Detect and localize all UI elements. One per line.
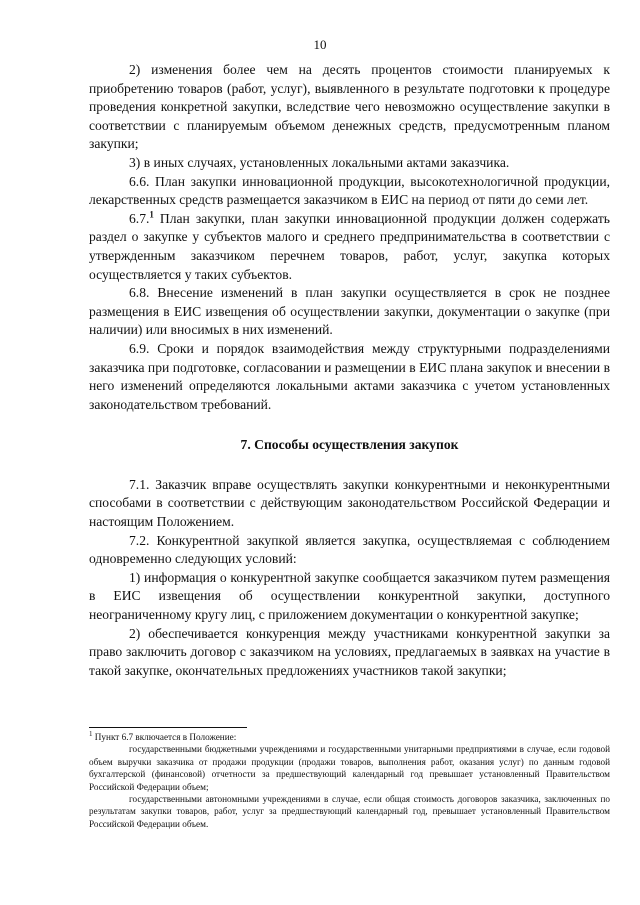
paragraph-7-1: 7.1. Заказчик вправе осуществлять закупки конкурентными и неконкурентными способами в соответствии с действующим законодательством Российской Федерации и настоящим Положением. bbox=[89, 476, 610, 530]
paragraph-6-7-number: 6.7. bbox=[129, 210, 150, 226]
paragraph-7-2-item-2: 2) обеспечивается конкуренция между участниками конкурентной закупки за право заключить договор с заказчиком на условиях, предлагаемых в заявках на участие в такой закупке, окончательных предложениях участников такой закупки; bbox=[89, 625, 610, 678]
paragraph-6-7-text: План закупки, план закупки инновационной продукции должен содержать раздел о закупке у субъектов малого и среднего предпринимательства в соответствии с утвержденным заказчиком перечнем товаров, работ, услуг, закупка которых осуществляется у таких субъектов. bbox=[89, 210, 610, 282]
footnote-divider bbox=[89, 727, 247, 728]
footnote-item: государственными автономными учреждениями в случае, если общая стоимость договоров заказчика, заключенных по результатам закупки товаров, работ, услуг за предшествующий календарный год, превышает установленный Правительством Российской Федерации объем. bbox=[89, 794, 610, 829]
footnote-first-line: Пункт 6.7 включается в Положение: bbox=[92, 732, 237, 742]
section-heading: 7. Способы осуществления закупок bbox=[240, 437, 459, 453]
paragraph-6-6: 6.6. План закупки инновационной продукции, высокотехнологичной продукции, лекарственных средств размещается заказчиком в ЕИС на период от пяти до семи лет. bbox=[89, 173, 610, 208]
footnote-reference-mark: 1 bbox=[149, 209, 154, 220]
document-body bbox=[89, 61, 610, 680]
paragraph-item-3: 3) в иных случаях, установленных локальными актами заказчика. bbox=[129, 154, 510, 170]
page-number: 10 bbox=[313, 37, 327, 52]
paragraph-6-7 bbox=[89, 210, 610, 284]
paragraph-7-2: 7.2. Конкурентной закупкой является закупка, осуществляемая с соблюдением одновременно следующих условий: bbox=[89, 532, 610, 567]
footnote-item: государственными бюджетными учреждениями и государственными унитарными предприятиями в случае, если годовой объем выручки заказчика от продажи продукции (продажи товаров, выполнения работ, оказания услуг) по данным годовой бухгалтерской (финансовой) отчетности за предшествующий календарный год превышает установленный Правительством Российской Федерации объем; bbox=[89, 744, 610, 792]
footnote-mark: 1 bbox=[89, 729, 93, 738]
paragraph-6-8: 6.8. Внесение изменений в план закупки осуществляется в срок не позднее размещения в ЕИС извещения об осуществлении закупки, документации о закупке (при наличии) или вносимых в них изменений. bbox=[89, 285, 610, 338]
paragraph-6-9: 6.9. Сроки и порядок взаимодействия между структурными подразделениями заказчика при подготовке, согласовании и размещении в ЕИС плана закупок и внесении в него изменений определяются локальными актами заказчика с учетом установленных законодательством требований. bbox=[89, 340, 610, 412]
footnotes bbox=[89, 731, 610, 830]
paragraph-item-2: 2) изменения более чем на десять процентов стоимости планируемых к приобретению товаров (работ, услуг), выявленного в результате подготовки к процедуре проведения конкретной закупки, вследствие чего невозможно осуществление закупки в соответствии с планируемым объемом денежных средств, предусмотренным планом закупки; bbox=[89, 62, 610, 152]
footnote-title bbox=[89, 731, 610, 743]
paragraph-7-2-item-1: 1) информация о конкурентной закупке сообщается заказчиком путем размещения в ЕИС извещения об осуществлении конкурентной закупки, доступного неограниченному кругу лиц, с приложением документации о конкурентной закупке; bbox=[89, 569, 610, 623]
